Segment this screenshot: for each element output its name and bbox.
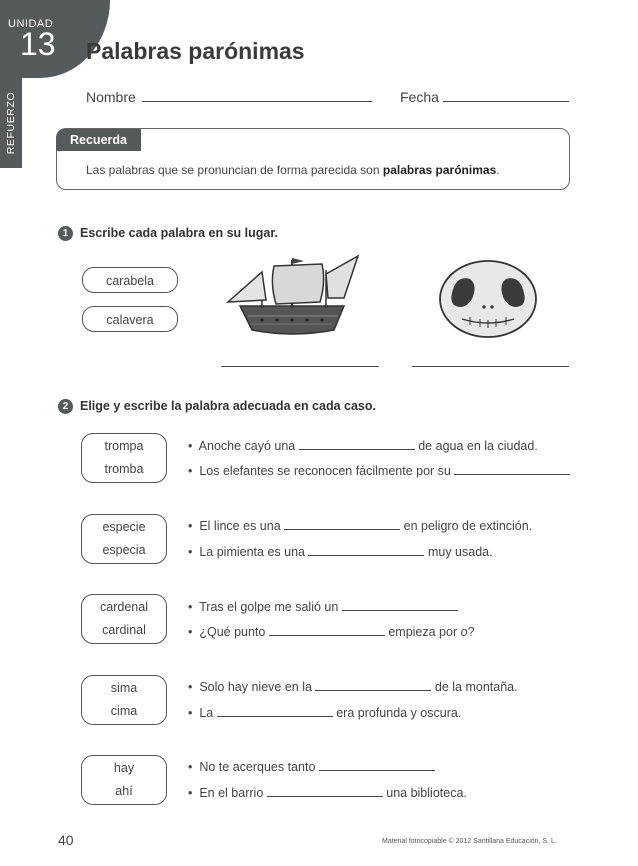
sentence-start: En el barrio: [199, 786, 264, 800]
choice-option: cima: [110, 704, 138, 718]
choice-option: trompa: [104, 439, 144, 453]
choice-option: hay: [113, 761, 135, 775]
answer-blank[interactable]: [319, 758, 435, 771]
answer-blank[interactable]: [217, 704, 333, 717]
skull-face-image: [438, 259, 538, 339]
sentence: [188, 678, 518, 694]
skull-answer-line[interactable]: [412, 366, 569, 367]
sentence: [188, 543, 493, 559]
sentence-start: El lince es una: [199, 519, 281, 533]
bullet: •: [188, 786, 193, 800]
sentence: [188, 623, 475, 639]
sentence: [188, 517, 532, 533]
choice-option: especia: [102, 543, 146, 557]
caravel-ship-image: [222, 252, 364, 344]
page-number: 40: [58, 832, 74, 848]
sentence-start: Anoche cayó una: [198, 439, 296, 453]
bullet: •: [188, 760, 193, 774]
bullet: •: [188, 625, 193, 639]
choice-option: especie: [102, 520, 146, 534]
sentence-end: empieza por: [388, 625, 458, 639]
sentence-start: ¿Qué punto: [199, 625, 266, 639]
recuerda-text-start: Las palabras que se pronuncian de forma parecida son: [86, 163, 383, 177]
recuerda-key-term: palabras parónimas: [382, 163, 497, 177]
sentence-end: era profunda y oscura.: [336, 706, 462, 720]
page-title: Palabras parónimas: [86, 38, 305, 64]
choice-option: sima: [110, 681, 138, 695]
exercise-2-title: Elige y escribe la palabra adecuada en cada caso.: [80, 399, 376, 413]
sentence-end: en peligro de extinción.: [403, 519, 533, 533]
exercise-1-number: 1: [58, 226, 73, 241]
choice-option: cardinal: [102, 623, 146, 637]
recuerda-text: [86, 163, 500, 177]
bullet: •: [188, 600, 193, 614]
choice-option: tromba: [104, 462, 144, 476]
word-pill-carabela[interactable]: carabela: [82, 267, 178, 293]
exercise-1-title: Escribe cada palabra en su lugar.: [80, 226, 279, 240]
sentence-end: una biblioteca.: [386, 786, 467, 800]
sentence-start: La pimienta es una: [199, 545, 305, 559]
answer-blank[interactable]: [299, 437, 415, 450]
date-label: Fecha: [400, 89, 439, 105]
bullet: •: [188, 464, 193, 478]
sentence-start: La: [199, 706, 214, 720]
date-field[interactable]: [443, 101, 569, 102]
answer-blank[interactable]: [454, 462, 570, 475]
name-label: Nombre: [86, 89, 136, 105]
answer-blank[interactable]: [342, 598, 458, 611]
bullet: •: [188, 519, 193, 533]
choice-option: ahí: [115, 784, 133, 798]
section-tag: REFUERZO: [5, 91, 17, 155]
sentence-start: Solo hay nieve en la: [199, 680, 312, 694]
copyright-notice: Material fotocopiable © 2012 Santillana Educación, S. L.: [382, 838, 557, 845]
bullet: •: [188, 706, 193, 720]
choice-option: cardenal: [100, 600, 148, 614]
unit-label: UNIDAD: [8, 18, 54, 30]
sentence-start: No te acerques tanto: [199, 760, 316, 774]
sentence: [188, 704, 461, 720]
answer-blank[interactable]: [315, 678, 431, 691]
answer-blank[interactable]: [267, 784, 383, 797]
sentence: [188, 462, 570, 478]
sentence: [188, 598, 458, 614]
ship-answer-line[interactable]: [221, 366, 379, 367]
answer-blank[interactable]: [308, 543, 424, 556]
answer-blank[interactable]: [284, 517, 400, 530]
sentence: [188, 437, 538, 453]
bullet: •: [188, 439, 193, 453]
sentence-end: de la montaña.: [434, 680, 518, 694]
sentence-start: Los elefantes se reconocen fácilmente por su: [199, 464, 451, 478]
name-field[interactable]: [142, 101, 372, 102]
answer-blank[interactable]: [269, 623, 385, 636]
sentence-letter: o: [460, 625, 468, 639]
exercise-2-number: 2: [58, 399, 73, 414]
bullet: •: [188, 545, 193, 559]
recuerda-text-end: .: [496, 163, 500, 177]
bullet: •: [188, 680, 193, 694]
recuerda-label: Recuerda: [56, 129, 141, 151]
word-pill-calavera[interactable]: calavera: [82, 306, 178, 332]
sentence: [188, 784, 467, 800]
sentence-punctuation: ?: [467, 625, 475, 639]
sentence-end: de agua en la ciudad.: [418, 439, 538, 453]
sentence: [188, 758, 435, 774]
unit-number: 13: [20, 26, 56, 62]
sentence-end: muy usada.: [427, 545, 493, 559]
sentence-start: Tras el golpe me salió un: [199, 600, 339, 614]
